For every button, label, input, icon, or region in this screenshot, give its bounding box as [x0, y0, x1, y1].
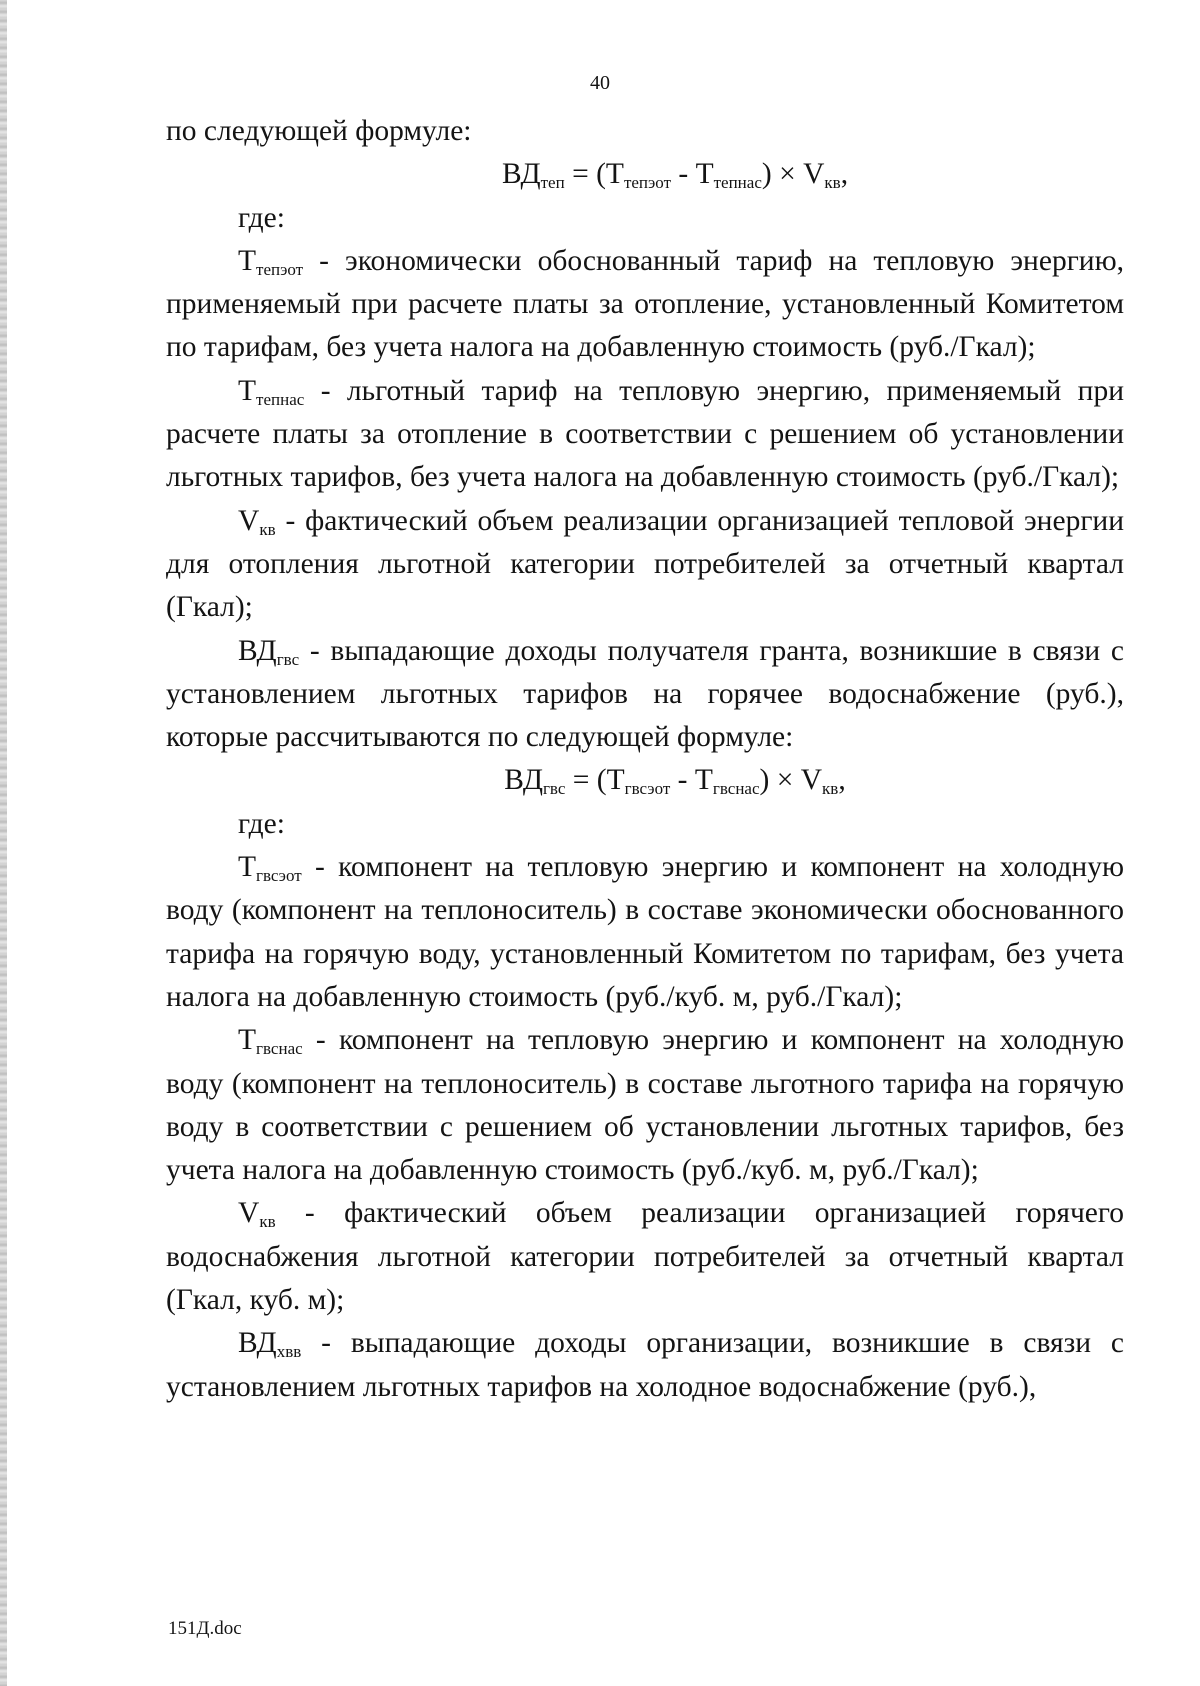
paragraph	[166, 197, 1124, 240]
paragraph	[166, 370, 1124, 500]
paragraph	[166, 1019, 1124, 1192]
text-run: ВД	[238, 634, 277, 667]
text-run: V	[238, 504, 260, 537]
subscript: кв	[824, 173, 841, 193]
text-run: ВД	[501, 158, 541, 191]
footer-filename: 151Д.doc	[168, 1618, 242, 1639]
subscript: гвс	[276, 649, 300, 669]
formula	[166, 759, 1124, 802]
subscript: гвс	[542, 779, 566, 799]
paragraph	[166, 803, 1124, 846]
text-run: где:	[238, 201, 285, 234]
subscript: тепэот	[623, 173, 672, 193]
paragraph	[166, 1192, 1124, 1322]
text-run: = (Т	[564, 158, 624, 191]
subscript: тепнас	[256, 389, 305, 409]
paragraph	[166, 240, 1124, 370]
paragraph	[166, 1322, 1124, 1409]
text-run: ВД	[238, 1327, 277, 1360]
text-run: - Т	[670, 764, 713, 797]
text-run: = (Т	[565, 764, 625, 797]
subscript: теп	[540, 173, 565, 193]
subscript: гвснас	[256, 1039, 303, 1059]
subscript: тепнас	[713, 173, 762, 193]
text-run: ,	[840, 158, 849, 191]
paragraph	[166, 846, 1124, 1019]
paragraph: по следующей формуле:	[166, 115, 472, 147]
text-run: - Т	[671, 158, 714, 191]
text-run: V	[238, 1197, 260, 1230]
text-run: - выпадающие доходы организации, возникшие в связи с установлением льготных тарифов на холодное водоснабжение (руб.),	[166, 1327, 1124, 1403]
text-run: ,	[838, 764, 846, 797]
paragraph	[166, 500, 1124, 630]
formula	[166, 153, 1124, 196]
text-run: Т	[238, 374, 257, 407]
subscript: гвснас	[712, 779, 760, 799]
text-run: - экономически обоснованный тариф на тепловую энергию, применяемый при расчете платы за отопление, установленный Комитетом по тарифам, без учета налога на добавленную стоимость (руб./Гкал);	[166, 244, 1124, 364]
text-run: ) × V	[759, 764, 823, 797]
subscript: гвсэот	[256, 866, 302, 886]
subscript: хвв	[276, 1342, 302, 1362]
text-run: - фактический объем реализации организацией тепловой энергии для отопления льготной категории потребителей за отчетный квартал (Гкал);	[166, 504, 1124, 624]
page-number: 40	[590, 72, 610, 94]
subscript: кв	[259, 519, 276, 539]
text-run: - компонент на тепловую энергию и компонент на холодную воду (компонент на теплоноситель) в составе льготного тарифа на горячую воду в соответствии с решением об установлении льготных тарифов, без учета налога на добавленную стоимость (руб./куб. м, руб./Гкал);	[166, 1024, 1124, 1187]
subscript: кв	[259, 1212, 276, 1232]
text-run: - льготный тариф на тепловую энергию, применяемый при расчете платы за отопление в соответствии с решением об установлении льготных тарифов, без учета налога на добавленную стоимость (руб./Гкал);	[166, 374, 1124, 494]
text-run: Т	[238, 851, 257, 884]
text-run: где:	[238, 807, 285, 840]
subscript: гвсэот	[624, 779, 671, 799]
subscript: тепэот	[256, 259, 304, 279]
subscript: кв	[822, 779, 839, 799]
document-body	[166, 110, 1124, 1409]
text-run: - выпадающие доходы получателя гранта, возникшие в связи с установлением льготных тарифов на горячее водоснабжение (руб.), которые рассчитываются по следующей формуле:	[166, 634, 1124, 754]
scan-edge	[0, 0, 7, 1686]
text-run: Т	[238, 244, 257, 277]
text-run: ) × V	[761, 158, 825, 191]
text-run: - компонент на тепловую энергию и компонент на холодную воду (компонент на теплоноситель) в составе экономически обоснованного тарифа на горячую воду, установленный Комитетом по тарифам, без учета налога на добавленную стоимость (руб./куб. м, руб./Гкал);	[166, 851, 1124, 1013]
text-run: - фактический объем реализации организацией горячего водоснабжения льготной категории потребителей за отчетный квартал (Гкал, куб. м);	[166, 1197, 1124, 1317]
text-run: ВД	[504, 764, 543, 797]
paragraph	[166, 630, 1124, 760]
text-run: Т	[238, 1024, 257, 1057]
